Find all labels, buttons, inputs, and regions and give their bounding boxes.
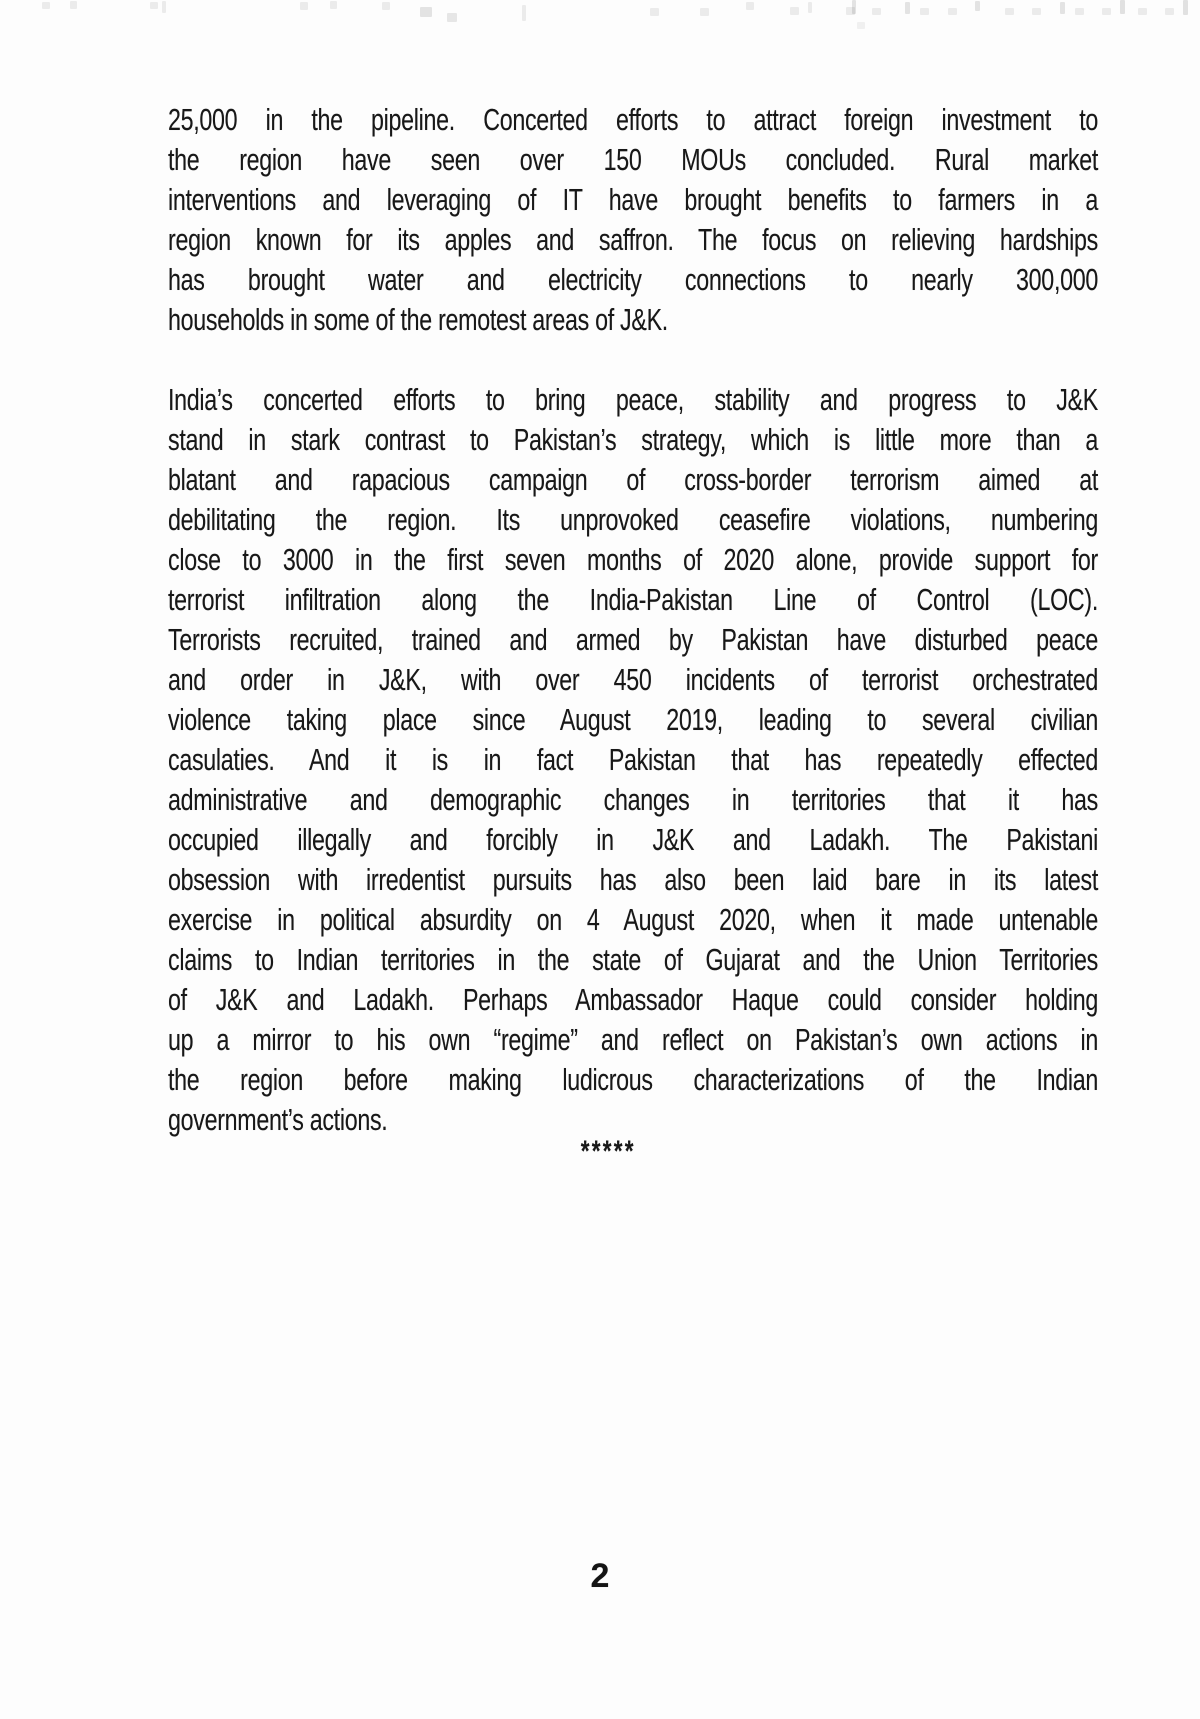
text-line: debilitating the region. Its unprovoked ceasefire violations, numbering	[168, 502, 1098, 537]
page-number: 2	[590, 1557, 610, 1595]
scan-artifacts	[0, 0, 1200, 30]
text-line: up a mirror to his own “regime” and reflect on Pakistan’s own actions in	[168, 1022, 1098, 1057]
text-line: casulaties. And it is in fact Pakistan that has repeatedly effected	[168, 742, 1098, 777]
text-line: violence taking place since August 2019, leading to several civilian	[168, 702, 1098, 737]
text-line: region known for its apples and saffron. The focus on relieving hardships	[168, 222, 1098, 257]
document-body	[168, 100, 1098, 1172]
text-line: occupied illegally and forcibly in J&K and Ladakh. The Pakistani	[168, 822, 1098, 857]
text-line: exercise in political absurdity on 4 August 2020, when it made untenable	[168, 902, 1098, 937]
text-line: stand in stark contrast to Pakistan’s strategy, which is little more than a	[168, 422, 1098, 457]
text-line: the region have seen over 150 MOUs concluded. Rural market	[168, 142, 1098, 177]
text-line: 25,000 in the pipeline. Concerted efforts to attract foreign investment to	[168, 102, 1098, 137]
text-line: administrative and demographic changes in territories that it has	[168, 782, 1098, 817]
text-line: and order in J&K, with over 450 incidents of terrorist orchestrated	[168, 662, 1098, 697]
text-line: close to 3000 in the first seven months of 2020 alone, provide support for	[168, 542, 1098, 577]
text-line: of J&K and Ladakh. Perhaps Ambassador Haque could consider holding	[168, 982, 1098, 1017]
text-line: has brought water and electricity connections to nearly 300,000	[168, 262, 1098, 297]
text-line: households in some of the remotest areas of J&K.	[168, 302, 668, 337]
text-line: the region before making ludicrous characterizations of the Indian	[168, 1062, 1098, 1097]
text-line: government’s actions.	[168, 1102, 388, 1137]
paragraph-2	[168, 380, 1098, 1140]
text-line: blatant and rapacious campaign of cross-border terrorism aimed at	[168, 462, 1098, 497]
text-line: Terrorists recruited, trained and armed by Pakistan have disturbed peace	[168, 622, 1098, 657]
text-line: interventions and leveraging of IT have brought benefits to farmers in a	[168, 182, 1098, 217]
text-line: India’s concerted efforts to bring peace, stability and progress to J&K	[168, 382, 1098, 417]
text-line: terrorist infiltration along the India-Pakistan Line of Control (LOC).	[168, 582, 1098, 617]
section-separator: *****	[580, 1135, 636, 1168]
text-line: obsession with irredentist pursuits has also been laid bare in its latest	[168, 862, 1098, 897]
text-line: claims to Indian territories in the state of Gujarat and the Union Territories	[168, 942, 1098, 977]
paragraph-1	[168, 100, 1098, 340]
